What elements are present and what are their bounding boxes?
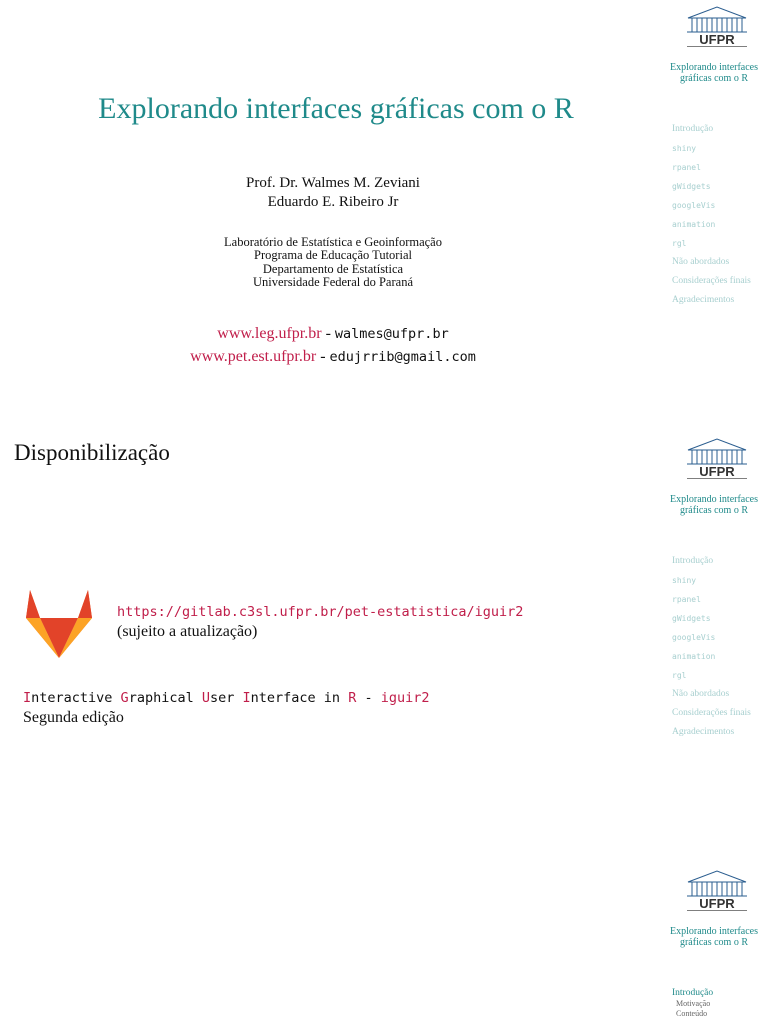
- slide-heading: Disponibilização: [14, 440, 170, 465]
- sidebar-title[interactable]: Explorando interfaces gráficas com o R: [669, 62, 759, 84]
- acronym-part: raphical: [128, 690, 202, 706]
- repo-link[interactable]: https://gitlab.c3sl.ufpr.br/pet-estatistica/iguir2: [117, 604, 524, 620]
- repo-info: [117, 602, 523, 642]
- sidebar-item[interactable]: shiny: [672, 576, 697, 585]
- sidebar-item[interactable]: Considerações finais: [672, 708, 751, 718]
- acronym-part: I: [23, 690, 32, 706]
- sidebar: [660, 864, 768, 1024]
- sidebar-item[interactable]: Agradecimentos: [672, 295, 735, 305]
- sidebar-item[interactable]: rpanel: [672, 595, 701, 604]
- ufpr-logo: [684, 4, 750, 48]
- acronym-part: ser: [209, 690, 243, 706]
- sidebar-item[interactable]: Não abordados: [672, 257, 730, 267]
- edition-label: Segunda edição: [23, 709, 124, 726]
- slide-main: [0, 0, 660, 432]
- acronym-part: R: [348, 690, 357, 706]
- website-link[interactable]: www.pet.est.ufpr.br: [190, 348, 317, 365]
- acronym-part: U: [201, 690, 210, 706]
- ufpr-logo: [684, 436, 750, 480]
- acronym-part: I: [242, 690, 251, 706]
- website-link[interactable]: www.leg.ufpr.br: [217, 325, 322, 342]
- sidebar-item[interactable]: rpanel: [672, 163, 701, 172]
- presentation-title: Explorando interfaces gráficas com o R: [98, 92, 574, 125]
- sidebar-item[interactable]: animation: [672, 220, 716, 229]
- sidebar-item[interactable]: rgl: [672, 671, 687, 680]
- sidebar-item[interactable]: shiny: [672, 144, 697, 153]
- sidebar-item[interactable]: Introdução: [672, 556, 714, 566]
- email: edujrrib@gmail.com: [329, 349, 476, 365]
- sidebar-item[interactable]: googleVis: [672, 633, 716, 642]
- sidebar-item[interactable]: googleVis: [672, 201, 716, 210]
- sidebar: [660, 0, 768, 432]
- sidebar-subitem[interactable]: Conteúdo: [676, 1009, 708, 1018]
- sidebar-item[interactable]: rgl: [672, 239, 687, 248]
- sidebar-title[interactable]: Explorando interfaces gráficas com o R: [669, 926, 759, 948]
- repo-note: (sujeito a atualização): [117, 623, 258, 640]
- affiliation-line: Universidade Federal do Paraná: [252, 274, 413, 289]
- sidebar-item[interactable]: Não abordados: [672, 689, 730, 699]
- separator: -: [321, 325, 335, 342]
- acronym-part: iguir2: [380, 690, 430, 706]
- sidebar-item[interactable]: Introdução: [672, 124, 714, 134]
- sidebar-item[interactable]: gWidgets: [672, 182, 711, 191]
- sidebar-nav-active: [672, 988, 768, 1024]
- sidebar-item-introducao[interactable]: [672, 988, 768, 1019]
- affiliations: [0, 236, 666, 289]
- acronym-part: nteractive: [31, 690, 121, 706]
- acronym-part: -: [356, 690, 381, 706]
- acronym-part: G: [120, 690, 129, 706]
- slide-title: [0, 0, 768, 432]
- sidebar-item[interactable]: animation: [672, 652, 716, 661]
- author-name: Eduardo E. Ribeiro Jr: [267, 194, 399, 210]
- package-info: [23, 688, 430, 728]
- affiliation-line: Laboratório de Estatística e Geoinformação: [224, 235, 442, 249]
- sidebar-item[interactable]: gWidgets: [672, 614, 711, 623]
- slide-availability: [0, 432, 768, 864]
- author-name: Prof. Dr. Walmes M. Zeviani: [246, 175, 420, 191]
- authors: [0, 174, 666, 212]
- sidebar-subnav: [672, 999, 768, 1019]
- contacts: [0, 322, 666, 368]
- logo-text: UFPR: [699, 896, 735, 911]
- sidebar-nav: [672, 556, 768, 746]
- acronym-part: nterface in: [250, 690, 349, 706]
- sidebar-nav: [672, 124, 768, 314]
- sidebar: [660, 432, 768, 864]
- sidebar-item-label: Introdução: [672, 988, 714, 998]
- email: walmes@ufpr.br: [334, 326, 449, 342]
- logo-text: UFPR: [699, 464, 735, 479]
- ufpr-logo: [684, 868, 750, 912]
- logo-text: UFPR: [699, 32, 735, 47]
- package-acronym: [23, 688, 430, 708]
- separator: -: [316, 348, 330, 365]
- affiliation-line: Departamento de Estatística: [262, 261, 404, 276]
- sidebar-title[interactable]: Explorando interfaces gráficas com o R: [669, 494, 759, 516]
- sidebar-subitem[interactable]: Motivação: [676, 999, 711, 1008]
- slide-next: [0, 864, 768, 1024]
- sidebar-item[interactable]: Agradecimentos: [672, 727, 735, 737]
- sidebar-item[interactable]: Considerações finais: [672, 276, 751, 286]
- affiliation-line: Programa de Educação Tutorial: [254, 248, 412, 263]
- gitlab-icon: [22, 588, 96, 660]
